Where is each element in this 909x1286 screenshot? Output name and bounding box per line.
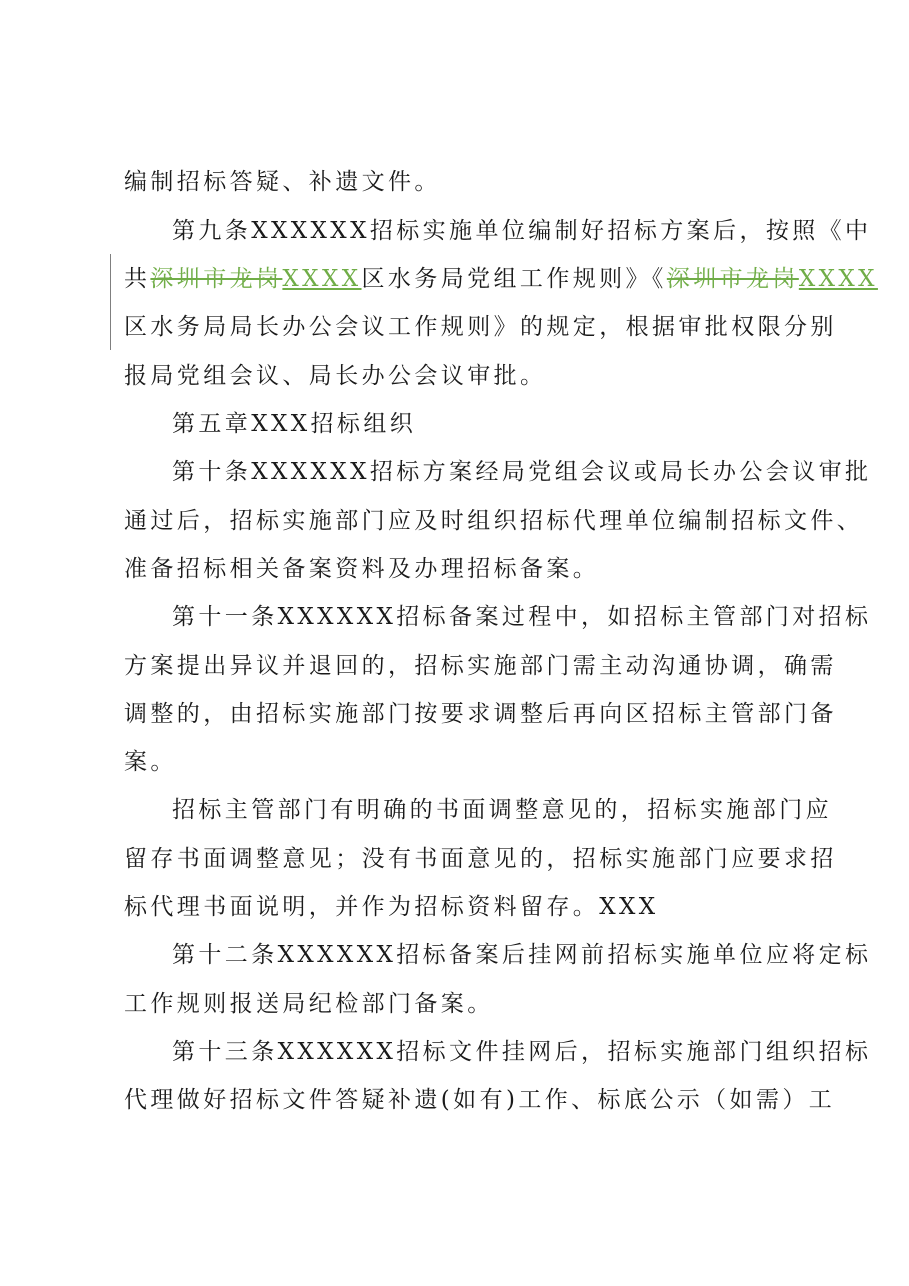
inserted-text-1: XXXX [282,266,362,292]
deleted-text-1: 深圳市龙岗 [150,266,283,292]
text-segment: 区水务局党组工作规则》《 [361,266,667,292]
text-line-5: 报局党组会议、局长办公会议审批。 [124,363,547,389]
text-line-2: 第九条XXXXXX招标实施单位编制好招标方案后，按照《中 [172,218,872,244]
text-line-7: 第十条XXXXXX招标方案经局党组会议或局长办公会议审批 [172,459,872,485]
text-line-19: 第十三条XXXXXX招标文件挂网后，招标实施部门组织招标 [172,1039,872,1065]
text-line-17: 第十二条XXXXXX招标备案后挂网前招标实施单位应将定标 [172,942,872,968]
text-line-15: 留存书面调整意见；没有书面意见的，招标实施部门应要求招 [124,846,837,872]
text-line-1: 编制招标答疑、补遗文件。 [124,169,441,195]
inserted-text-2: XXXX [798,266,878,292]
revision-change-bar [110,254,111,350]
deleted-text-2: 深圳市龙岗 [666,266,799,292]
text-line-16: 标代理书面说明，并作为招标资料留存。XXX [124,894,659,920]
text-line-13: 案。 [124,749,177,775]
text-line-14: 招标主管部门有明确的书面调整意见的，招标实施部门应 [172,797,832,823]
chapter-heading: 第五章XXX招标组织 [172,411,417,437]
text-line-20: 代理做好招标文件答疑补遗(如有)工作、标底公示（如需）工 [124,1087,836,1113]
text-line-10: 第十一条XXXXXX招标备案过程中，如招标主管部门对招标 [172,604,872,630]
text-line-11: 方案提出异议并退回的，招标实施部门需主动沟通协调，确需 [124,653,837,679]
text-line-12: 调整的，由招标实施部门按要求调整后再向区招标主管部门备 [124,701,837,727]
text-line-9: 准备招标相关备案资料及办理招标备案。 [124,556,600,582]
text-line-18: 工作规则报送局纪检部门备案。 [124,991,494,1017]
text-line-8: 通过后，招标实施部门应及时组织招标代理单位编制招标文件、 [124,508,864,534]
text-segment: 共 [124,266,151,292]
text-line-3 [124,259,878,299]
text-line-4: 区水务局局长办公会议工作规则》的规定，根据审批权限分别 [124,314,837,340]
